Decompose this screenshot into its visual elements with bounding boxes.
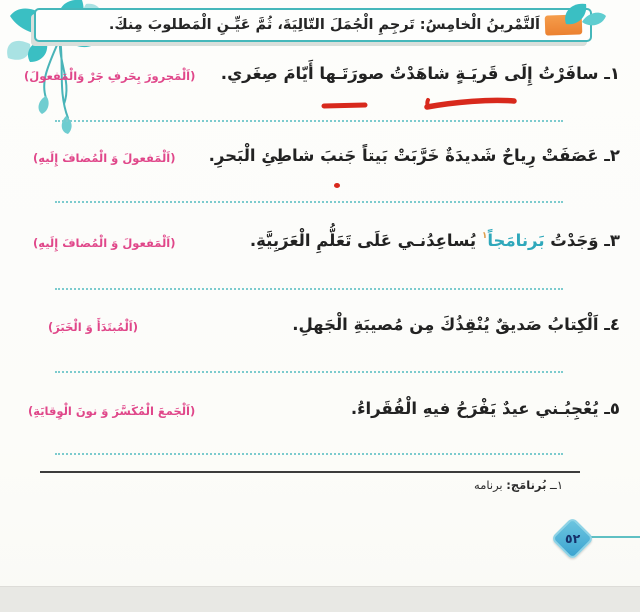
exercise-title: اَلتَّمْرينُ الْخامِسُ: تَرجِمِ الْجُمَلَ التّالِيَةَ، ثُمَّ عَيِّـنِ الْمَطلوبَ مِنكَ.: [108, 17, 540, 33]
page-edge-line: [586, 536, 640, 538]
sentence-1-number: ١ـ: [598, 64, 620, 83]
sentence-5: ٥ـ يُعْجِبُـني عيدٌ يَفْرَحُ فيهِ الْفُقَراءُ.: [350, 399, 620, 418]
sentence-5-number: ٥ـ: [598, 399, 620, 418]
annotation-1: (اَلْمَجرورَ بِحَرفِ جَرْ وَالْمَفعولَ): [24, 69, 196, 83]
exercise-row-3: [0, 229, 640, 269]
sentence-2-number: ٢ـ: [598, 146, 620, 165]
footnote-divider: [40, 471, 580, 473]
exercise-row-4: [0, 313, 640, 353]
photo-background-edge: [0, 586, 640, 612]
footnote-marker: ١ــ: [546, 478, 563, 492]
annotation-5: (اَلْجَمعَ الْمُكَسَّرَ وَ نونَ الْوِقايَةِ): [28, 404, 196, 418]
red-underline-short: [324, 105, 365, 106]
sentence-4-number: ٤ـ: [598, 315, 620, 334]
red-dot-mark: [334, 183, 340, 188]
page-number: ٥٢: [564, 531, 581, 547]
exercise-row-2: [0, 144, 640, 184]
sentence-1: ١ـ سافَرْتُ إِلَى قَريَـةٍ شاهَدْتُ صورَتَـها أَيّامَ صِغَري.: [220, 64, 620, 83]
footnote-term: بُرنامَج:: [506, 478, 547, 492]
exercise-row-5: [0, 397, 640, 437]
dotted-separator: [55, 288, 563, 290]
footnote-meaning: برنامه: [474, 478, 507, 492]
footnote-text: [474, 478, 563, 492]
dotted-separator: [55, 453, 563, 455]
sentence-4: ٤ـ اَلْكِتابُ صَديقٌ يُنْقِذُكَ مِن مُصيبَةِ الْجَهلِ.: [292, 315, 620, 334]
page-number-badge: [551, 517, 595, 561]
leaf-icon: [552, 0, 612, 30]
sentence-3: ٣ـ وَجَدْتُ بَرنامَجاً$^١$ يُساعِدُنـي عَلَى تَعَلُّمِ الْعَرَبِيَّةِ.: [249, 230, 620, 250]
highlighted-word: بَرنامَجاً: [487, 231, 545, 250]
dotted-separator: [55, 371, 563, 373]
dotted-separator: [55, 120, 563, 122]
sentence-3-number: ٣ـ: [598, 231, 620, 250]
sentence-2: ٢ـ عَصَفَتْ رِياحٌ شَديدَةٌ خَرَّبَتْ بَيتاً جَنبَ شاطِئِ الْبَحرِ.: [208, 146, 620, 165]
red-underline-marks: [310, 94, 540, 118]
exercise-header-box: [34, 8, 592, 42]
dotted-separator: [55, 201, 563, 203]
red-underline-long: [427, 100, 514, 107]
annotation-2: (اَلْمَفعولَ وَ الْمُضافَ إِلَيهِ): [33, 151, 176, 165]
annotation-3: (اَلْمَفعولَ وَ الْمُضافَ إِلَيهِ): [33, 236, 176, 250]
annotation-4: (اَلْمُبتَدَأَ وَ الْخَبَرَ): [48, 320, 139, 334]
footnote-reference: ١: [481, 230, 488, 241]
